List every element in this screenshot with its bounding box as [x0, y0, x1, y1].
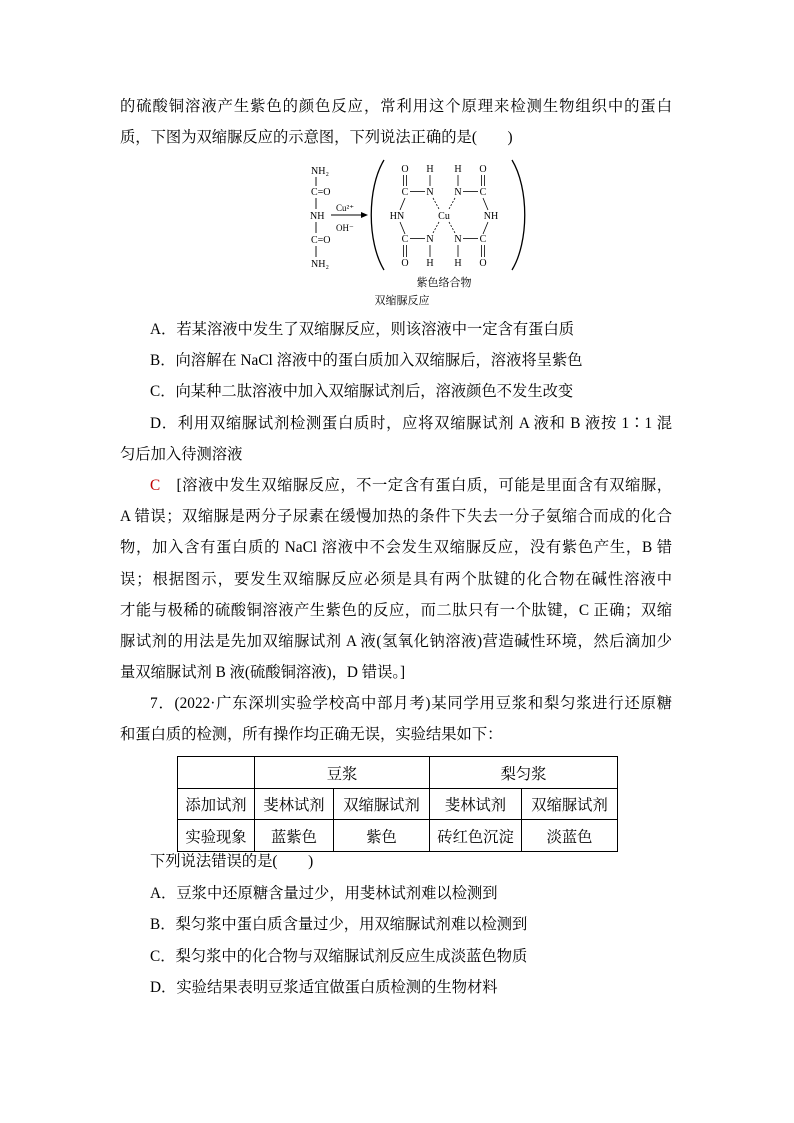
question-7-stem-continued: 和蛋白质的检测，所有操作均正确无误，实验结果如下： — [120, 726, 503, 744]
option-b: B．向溶解在 NaCl 溶液中的蛋白质加入双缩脲后，溶液将呈紫色 — [150, 352, 583, 370]
medium-label: OH⁻ — [336, 223, 354, 233]
table-cell: 斐林试剂 — [430, 789, 522, 820]
atom-label: H — [426, 164, 434, 175]
option-c: C．向某种二肽溶液中加入双缩脲试剂后，溶液颜色不发生改变 — [150, 383, 574, 401]
atom-label: H — [454, 164, 462, 175]
explanation-line: 误；根据图示，要发生双缩脲反应必须是具有两个肽键的化合物在碱性溶液中 — [120, 570, 672, 588]
bond — [400, 222, 405, 234]
atom-label: NH₂ — [311, 166, 329, 177]
table-cell: 实验现象 — [178, 820, 255, 852]
explanation-line: 脲试剂的用法是先加双缩脲试剂 A 液(氢氧化钠溶液)营造碱性环境，然后滴加少 — [120, 632, 672, 650]
biuret-reaction-diagram — [290, 152, 540, 312]
atom-label: N — [426, 234, 434, 245]
table-header-row — [178, 757, 618, 789]
table-cell: 斐林试剂 — [255, 789, 334, 820]
explanation-line: A 错误；双缩脲是两分子尿素在缓慢加热的条件下失去一分子氨缩合而成的化合 — [120, 508, 672, 526]
bond — [400, 198, 405, 210]
table-corner-cell — [178, 757, 255, 789]
question-7-stem: 7．(2022·广东深圳实验学校高中部月考)某同学用豆浆和梨匀浆进行还原糖 — [150, 695, 672, 713]
text-line: 质，下图为双缩脲反应的示意图，下列说法正确的是( ) — [120, 129, 513, 146]
atom-label: NH — [483, 211, 499, 222]
table-cell: 添加试剂 — [178, 789, 255, 820]
option-b: B．梨匀浆中蛋白质含量过少，用双缩脲试剂难以检测到 — [150, 916, 528, 933]
atom-label: H — [454, 258, 462, 269]
option-a: A．豆浆中还原糖含量过少，用斐林试剂难以检测到 — [150, 884, 498, 902]
atom-label: NH₂ — [311, 259, 329, 270]
atom-label: NH — [310, 211, 325, 222]
table-cell: 淡蓝色 — [522, 820, 618, 852]
table-cell: 砖红色沉淀 — [430, 820, 522, 852]
diagram-caption: 双缩脲反应 — [374, 295, 430, 307]
results-table — [177, 756, 618, 852]
coordinate-bond — [433, 198, 439, 209]
atom-label: C — [479, 234, 487, 245]
answer-line — [120, 470, 672, 501]
atom-label: N — [454, 234, 462, 245]
bond — [483, 222, 488, 234]
explanation-line: 量双缩脲试剂 B 液(硫酸铜溶液)，D 错误。] — [120, 664, 406, 682]
atom-label: N — [454, 187, 462, 198]
atom-label: HN — [389, 211, 405, 222]
purple-complex — [371, 160, 525, 270]
table-cell: 蓝紫色 — [255, 820, 334, 852]
text-line: 的硫酸铜溶液产生紫色的颜色反应，常利用这个原理来检测生物组织中的蛋白 — [120, 98, 672, 115]
product-label: 紫色络合物 — [416, 277, 472, 289]
atom-label: N — [426, 187, 434, 198]
question-6-stem — [120, 91, 672, 153]
atom-label: O — [479, 164, 487, 175]
table-row — [178, 789, 618, 820]
atom-label: O — [479, 258, 487, 269]
explanation-text: [溶液中发生双缩脲反应，不一定含有蛋白质，可能是里面含有双缩脲， — [160, 476, 672, 494]
option-c: C．梨匀浆中的化合物与双缩脲试剂反应生成淡蓝色物质 — [150, 947, 528, 965]
option-a: A．若某溶液中发生了双缩脲反应，则该溶液中一定含有蛋白质 — [150, 321, 575, 338]
atom-label: C — [401, 234, 409, 245]
bond — [483, 198, 488, 210]
table-header-cell: 梨匀浆 — [430, 757, 618, 789]
coordinate-bond — [449, 198, 455, 209]
arrow-head — [361, 212, 368, 218]
option-d-continued: 匀后加入待测溶液 — [120, 445, 243, 463]
biuret-molecule — [310, 166, 331, 270]
question-7-options — [120, 846, 672, 1004]
coordinate-bond — [449, 222, 455, 233]
atom-label: C — [479, 187, 487, 198]
question-6-body — [120, 314, 672, 751]
reaction-arrow — [331, 203, 368, 233]
atom-label: C=O — [311, 187, 331, 198]
atom-label: O — [401, 164, 409, 175]
option-d: D．实验结果表明豆浆适宜做蛋白质检测的生物材料 — [150, 979, 498, 996]
answer-letter: C — [150, 476, 161, 494]
atom-label: O — [401, 258, 409, 269]
left-bracket — [371, 160, 384, 270]
table-cell: 紫色 — [334, 820, 430, 852]
table-cell: 双缩脲试剂 — [334, 789, 430, 820]
table-header-cell: 豆浆 — [255, 757, 430, 789]
atom-label: C — [401, 187, 409, 198]
atom-label: Cu — [438, 211, 450, 222]
explanation-line: 物，加入含有蛋白质的 NaCl 溶液中不会发生双缩脲反应，没有紫色产生，B 错 — [120, 539, 672, 557]
explanation-line: 才能与极稀的硫酸铜溶液产生紫色的反应，而二肽只有一个肽键，C 正确；双缩 — [120, 601, 672, 619]
table-cell: 双缩脲试剂 — [522, 789, 618, 820]
coordinate-bond — [433, 222, 439, 233]
right-bracket — [512, 160, 525, 270]
option-d: D．利用双缩脲试剂检测蛋白质时，应将双缩脲试剂 A 液和 B 液按 1∶1 混 — [150, 414, 672, 432]
question-7-prompt: 下列说法错误的是( ) — [150, 853, 314, 870]
catalyst-label: Cu²⁺ — [336, 203, 354, 213]
atom-label: C=O — [311, 235, 331, 246]
atom-label: H — [426, 258, 434, 269]
